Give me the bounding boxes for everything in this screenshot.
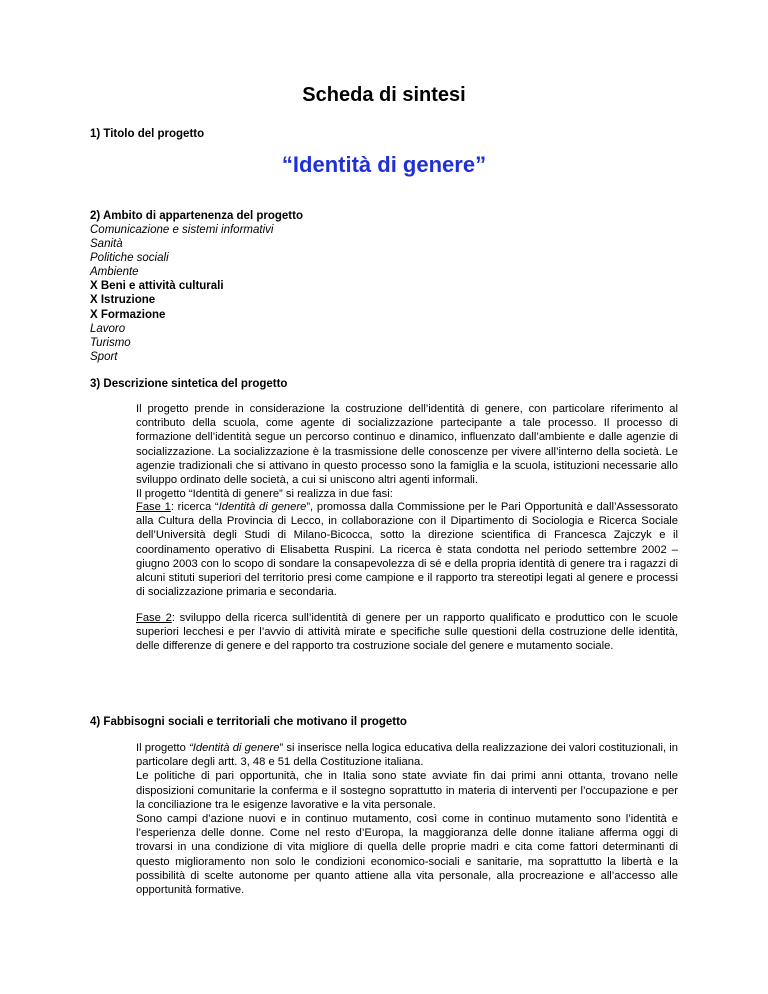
project-title: “Identità di genere”: [281, 152, 487, 177]
fabbisogni-text-italic: “Identità di genere: [189, 742, 280, 754]
fase-1-text-italic: Identità di genere: [218, 501, 307, 513]
ambito-item: Ambiente: [90, 266, 139, 279]
fabbisogni-text-2: Le politiche di pari opportunità, che in Italia sono state avviate fin dai primi anni ottanta, trovano nelle disposizioni comunitarie la conferma e il sostegno soprattutto in materia di interventi per l’occupazione e per la conciliazione tra le esigenze lavorative e la vita personale.: [136, 770, 678, 811]
ambito-item: Sanità: [90, 238, 123, 251]
ambito-item: Turismo: [90, 336, 131, 349]
fase-1-paragraph: [136, 500, 678, 599]
ambito-item-selected: X Formazione: [90, 308, 166, 321]
fase-1-label: Fase 1: [136, 501, 171, 513]
section-4-heading: 4) Fabbisogni sociali e territoriali che motivano il progetto: [90, 716, 407, 728]
fabbisogni-paragraph: [136, 741, 678, 897]
fase-2-text: : sviluppo della ricerca sull’identità di genere per un rapporto qualificato e produttico con le scuole superiori lecchesi e per l’avvio di attività mirate e specifiche sulle questioni della costruzione delle identità, delle differenze di genere e del rapporto tra costruzione sociale del genere e mutamento sociale.: [136, 612, 678, 653]
section-3-heading: 3) Descrizione sintetica del progetto: [90, 378, 288, 390]
ambito-item: Comunicazione e sistemi informativi: [90, 224, 274, 236]
document-title: Scheda di sintesi: [302, 84, 466, 106]
ambito-item-selected: X Istruzione: [90, 294, 156, 307]
ambito-item-selected: X Beni e attività culturali: [90, 280, 224, 293]
fase-2-label: Fase 2: [136, 612, 172, 624]
fabbisogni-text-pre: Il progetto: [136, 742, 190, 754]
intro-text: Il progetto prende in considerazione la costruzione dell’identità di genere, con particolare riferimento al contributo della scuola, come agente di socializzazione partecipante a tale processo. Il processo di formazione dell’identità segue un percorso continuo e dinamico, influenzato dall’ambiente e dalle agenzie di socializzazione. La socializzazione è la trasmissione delle conoscenze per vivere all’interno della società. Le agenzie tradizionali che si attivano in questo processo sono la famiglia e la scuola, istituzioni necessarie allo sviluppo ordinato delle società, a cui si uniscono altri agenti informali.: [136, 403, 678, 487]
section-2-heading: 2) Ambito di appartenenza del progetto: [90, 210, 303, 222]
ambito-item: Lavoro: [90, 322, 126, 335]
ambito-list: [90, 223, 273, 364]
intro-phases-text: Il progetto “Identità di genere” si realizza in due fasi:: [136, 488, 393, 501]
ambito-item: Politiche sociali: [90, 252, 169, 265]
fabbisogni-text: ” si inserisce nella logica educativa della realizzazione dei valori costituzionali, in particolare degli artt. 3, 48 e 51 della Costituzione italiana.: [136, 742, 679, 769]
section-1-heading: 1) Titolo del progetto: [90, 128, 205, 140]
fase-1-text-pre: : ricerca “: [170, 501, 219, 513]
description-intro: [136, 402, 678, 501]
fase-1-text: ”, promossa dalla Commissione per le Pari Opportunità e dall’Assessorato alla Cultura della Provincia di Lecco, in collaborazione con il Dipartimento di Sociologia e Ricerca Sociale dell’Università degli Studi di Milano-Bicocca, sotto la direzione scientifica di Francesca Zajczyk e il coordinamento operativo di Elisabetta Ruspini. La ricerca è stata condotta nel periodo settembre 2002 – giugno 2003 con lo scopo di sondare la consapevolezza di sé e della propria identità di genere tra i ragazzi di alcuni stituti superiori del territorio presi come campione e il rapporto tra stereotipi legati al genere e processi di socializzazione primaria e secondaria.: [136, 501, 678, 599]
ambito-item: Sport: [90, 350, 118, 363]
fabbisogni-text-3: Sono campi d’azione nuovi e in continuo mutamento, così come in continuo mutamento sono l’identità e l’esperienza delle donne. Come nel resto d’Europa, la maggioranza delle donne italiane afferma oggi di trovarsi in una condizione di vita migliore di quella delle proprie madri e cita come fattori determinanti di questo miglioramento non solo le condizioni economico-sociali e sanitarie, ma soprattutto la libertà e la possibilità di scelte autonome per quanto attiene alla vita personale, alla procreazione e all’accesso alle opportunità formative.: [136, 813, 678, 897]
fase-2-paragraph: [136, 611, 678, 654]
